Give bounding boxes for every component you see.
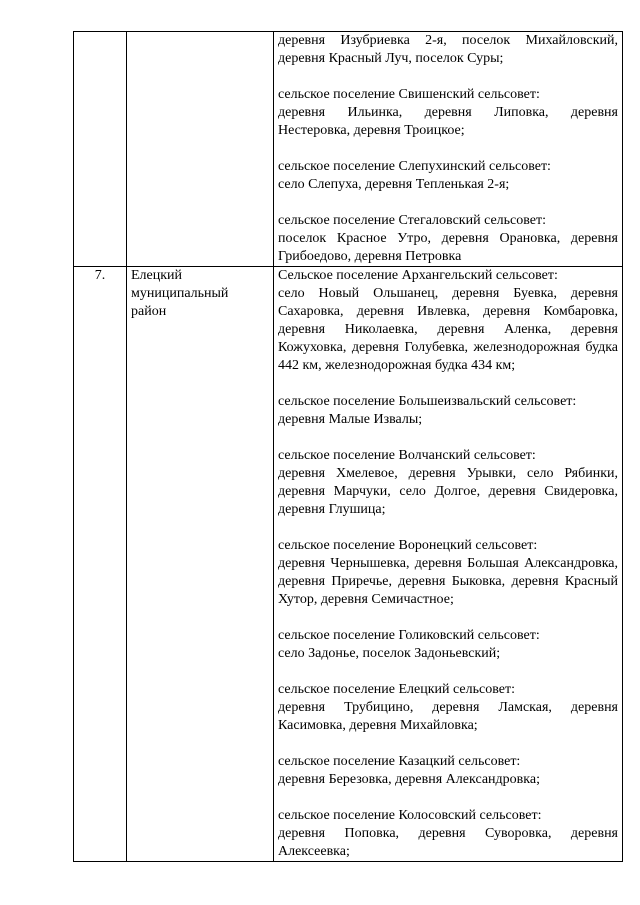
table-row	[74, 32, 623, 267]
settlement-list: деревня Трубицино, деревня Ламская, деревня Касимовка, деревня Михайловка;	[278, 700, 618, 733]
settlement-block	[278, 807, 618, 861]
settlement-title: сельское поселение Большеизвальский сельсовет:	[278, 394, 577, 409]
settlement-title: сельское поселение Слепухинский сельсовет:	[278, 159, 551, 174]
settlement-list: деревня Поповка, деревня Суворовка, деревня Алексеевка;	[278, 826, 618, 859]
settlement-title: сельское поселение Свишенский сельсовет:	[278, 87, 540, 102]
settlement-block	[278, 537, 618, 609]
settlement-list: деревня Изубриевка 2-я, поселок Михайловский, деревня Красный Луч, поселок Суры;	[278, 33, 618, 66]
settlement-list: деревня Ильинка, деревня Липовка, деревня Нестеровка, деревня Троицкое;	[278, 105, 618, 138]
settlement-title: сельское поселение Казацкий сельсовет:	[278, 754, 521, 769]
settlement-list: деревня Малые Извалы;	[278, 412, 423, 427]
settlement-title: сельское поселение Голиковский сельсовет:	[278, 628, 540, 643]
settlements-cell	[274, 32, 623, 267]
settlement-title: сельское поселение Волчанский сельсовет:	[278, 448, 536, 463]
settlement-list: поселок Красное Утро, деревня Орановка, деревня Грибоедово, деревня Петровка	[278, 231, 618, 264]
settlement-block	[278, 393, 618, 429]
table-row	[74, 267, 623, 862]
settlement-list: деревня Березовка, деревня Александровка;	[278, 772, 540, 787]
settlement-list: деревня Чернышевка, деревня Большая Александровка, деревня Приречье, деревня Быковка, деревня Красный Хутор, деревня Семичастное;	[278, 556, 618, 607]
settlement-block	[278, 267, 618, 375]
district-cell	[127, 267, 274, 862]
settlement-list: село Слепуха, деревня Тепленькая 2-я;	[278, 177, 510, 192]
settlement-block	[278, 447, 618, 519]
settlement-block	[278, 753, 618, 789]
settlement-title: сельское поселение Елецкий сельсовет:	[278, 682, 515, 697]
district-cell	[127, 32, 274, 267]
settlement-title: сельское поселение Колосовский сельсовет:	[278, 808, 542, 823]
row-number: 7.	[94, 268, 106, 283]
settlement-title: Сельское поселение Архангельский сельсовет:	[278, 268, 558, 283]
settlement-block	[278, 158, 618, 194]
settlement-list: село Новый Ольшанец, деревня Буевка, деревня Сахаровка, деревня Ивлевка, деревня Комбаровка, деревня Николаевка, деревня Аленка, деревня Кожуховка, деревня Голубевка, железнодорожная будка 442 км, железнодорожная будка 434 км;	[278, 286, 618, 373]
settlements-table	[73, 31, 623, 862]
settlement-block	[278, 86, 618, 140]
settlements-cell	[274, 267, 623, 862]
settlement-title: сельское поселение Воронецкий сельсовет:	[278, 538, 538, 553]
settlement-block	[278, 627, 618, 663]
settlement-list: деревня Хмелевое, деревня Урывки, село Рябинки, деревня Марчуки, село Долгое, деревня Свидеровка, деревня Глушица;	[278, 466, 618, 517]
settlement-title: сельское поселение Стегаловский сельсовет:	[278, 213, 547, 228]
settlement-block	[278, 32, 618, 68]
settlement-list: село Задонье, поселок Задоньевский;	[278, 646, 501, 661]
district-name: Елецкий муниципальный район	[131, 268, 229, 319]
row-number-cell	[74, 32, 127, 267]
settlement-block	[278, 212, 618, 266]
settlement-block	[278, 681, 618, 735]
row-number-cell	[74, 267, 127, 862]
